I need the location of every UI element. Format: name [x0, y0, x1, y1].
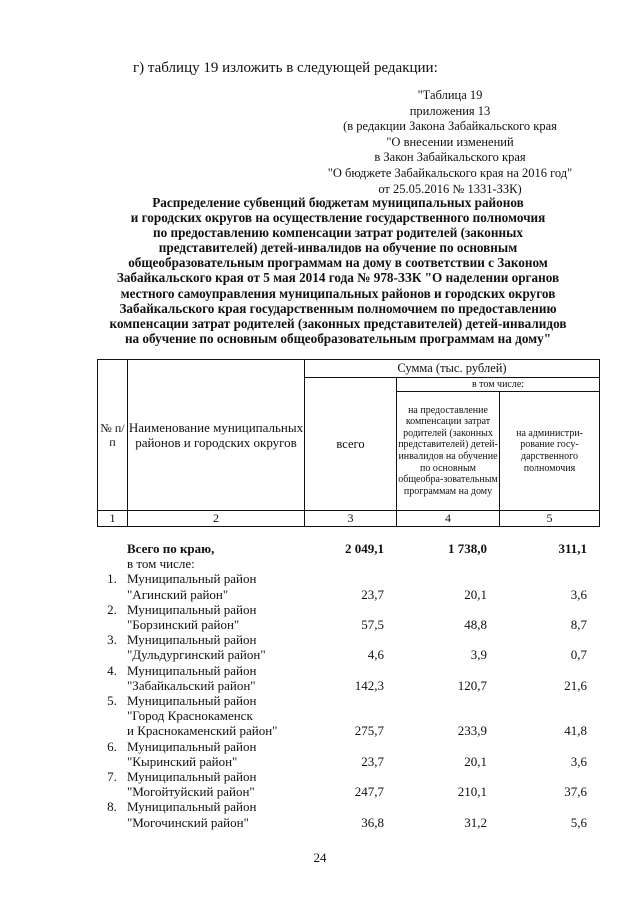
row-col5: 37,6 [564, 784, 587, 800]
title-line: представителей) детей-инвалидов на обучение по основным [158, 240, 518, 256]
header-name: Наименование муниципальных районов и городских округов [128, 360, 305, 511]
row-col5: 21,6 [564, 677, 587, 693]
row-number: 8. [107, 799, 117, 815]
row-col4: 3,9 [470, 647, 487, 663]
table-row [97, 632, 599, 662]
reference-line: в Закон Забайкальского края [374, 150, 526, 165]
header-index-2: 2 [128, 511, 305, 527]
table-row [97, 799, 599, 829]
row-name [127, 602, 304, 632]
row-name-line: Муниципальный район [127, 632, 257, 648]
row-name-line: "Борзинский район" [127, 617, 240, 633]
header-sum: Сумма (тыс. рублей) [305, 360, 600, 378]
row-name-line: "Город Краснокаменск [127, 708, 253, 724]
reference-line: "О бюджете Забайкальского края на 2016 год" [327, 165, 573, 180]
row-total: 23,7 [361, 753, 384, 769]
row-number: 7. [107, 769, 117, 785]
table-reference [300, 88, 600, 197]
row-total: 57,5 [361, 617, 384, 633]
row-name-line: Муниципальный район [127, 662, 257, 678]
row-name-line: "Агинский район" [127, 586, 229, 602]
row-name-line: "Могочинский район" [127, 814, 249, 830]
row-col4: 48,8 [464, 617, 487, 633]
total-label: Всего по краю, [127, 541, 215, 556]
row-number: 5. [107, 693, 117, 709]
row-name [127, 663, 304, 693]
row-total: 36,8 [361, 814, 384, 830]
row-col4: 20,1 [464, 753, 487, 769]
row-name [127, 632, 304, 662]
header-index-1: 1 [98, 511, 128, 527]
reference-line: (в редакции Закона Забайкальского края [343, 119, 557, 134]
row-total: 247,7 [354, 784, 384, 800]
header-col4: на предоставление компенсации затрат родителей (законных представителей) детей-инвалидов на обучение по основным общеобра-зовательным программам на дому [397, 392, 500, 511]
row-col4: 210,1 [457, 784, 487, 800]
table-row [97, 663, 599, 693]
total-col5: 311,1 [558, 541, 587, 556]
title-line: Забайкальского края государственным полномочием по предоставлению [119, 300, 557, 316]
row-total: 4,6 [367, 647, 384, 663]
title-line: местного самоуправления муниципальных районов и городских округов [120, 285, 556, 301]
header-index-5: 5 [500, 511, 600, 527]
row-name [127, 769, 304, 799]
row-number: 4. [107, 662, 117, 678]
row-col5: 5,6 [570, 814, 587, 830]
reference-line: "Таблица 19 [417, 88, 483, 102]
reference-line: от 25.05.2016 № 1331-ЗЗК) [378, 181, 522, 196]
row-col4: 120,7 [457, 677, 487, 693]
row-total: 142,3 [354, 677, 384, 693]
row-number: 6. [107, 738, 117, 754]
row-number: 1. [107, 571, 117, 587]
row-total: 23,7 [361, 586, 384, 602]
row-name-line: и Краснокаменский район" [127, 723, 278, 739]
row-col5: 8,7 [570, 617, 587, 633]
row-col5: 0,7 [570, 647, 587, 663]
row-col5: 41,8 [564, 723, 587, 739]
row-name-line: "Могойтуйский район" [127, 784, 255, 800]
data-table [97, 541, 599, 830]
row-col5: 3,6 [570, 753, 587, 769]
title-line: Распределение субвенций бюджетам муниципальных районов [152, 195, 524, 210]
table-row [97, 769, 599, 799]
title-line: на обучение по основным общеобразовательным программам на дому" [124, 330, 552, 346]
row-number: 3. [107, 632, 117, 648]
including-label: в том числе: [127, 556, 195, 572]
including-row [97, 556, 599, 571]
row-name-line: Муниципальный район [127, 738, 257, 754]
row-name [127, 571, 304, 601]
table-row [97, 602, 599, 632]
row-name-line: Муниципальный район [127, 769, 257, 785]
table-row [97, 571, 599, 601]
row-col4: 31,2 [464, 814, 487, 830]
row-col4: 233,9 [457, 723, 487, 739]
row-name-line: Муниципальный район [127, 693, 257, 709]
table-row [97, 739, 599, 769]
title-line: по предоставлению компенсации затрат родителей (законных [153, 225, 523, 241]
row-name [127, 693, 304, 739]
title-line: компенсации затрат родителей (законных представителей) детей-инвалидов [109, 315, 567, 331]
row-name [127, 739, 304, 769]
header-including: в том числе: [397, 378, 600, 392]
row-name [127, 799, 304, 829]
document-title [78, 195, 598, 346]
total-sum: 2 049,1 [345, 541, 384, 556]
title-line: и городских округов на осуществление государственного полномочия [130, 210, 546, 226]
header-index-3: 3 [305, 511, 397, 527]
intro-text: г) таблицу 19 изложить в следующей редакции: [133, 60, 438, 76]
row-name-line: Муниципальный район [127, 601, 257, 617]
header-number: № п/п [98, 360, 128, 511]
table-header [97, 359, 600, 527]
row-name-line: "Кыринский район" [127, 753, 238, 769]
total-row [97, 541, 599, 556]
header-col5: на администри-рование госу-дарственного полномочия [500, 392, 600, 511]
title-line: Забайкальского края от 5 мая 2014 года № 978-ЗЗК "О наделении органов [116, 270, 560, 286]
row-number: 2. [107, 601, 117, 617]
header-index-4: 4 [397, 511, 500, 527]
row-name-line: "Дульдургинский район" [127, 647, 266, 663]
row-col4: 20,1 [464, 586, 487, 602]
table-row [97, 693, 599, 739]
row-total: 275,7 [354, 723, 384, 739]
row-col5: 3,6 [570, 586, 587, 602]
page-number: 24 [313, 850, 327, 865]
title-line: общеобразовательным программам на дому в соответствии с Законом [128, 255, 548, 271]
row-name-line: Муниципальный район [127, 571, 257, 587]
total-col4: 1 738,0 [448, 541, 487, 556]
row-name-line: "Забайкальский район" [127, 677, 256, 693]
header-total: всего [305, 378, 397, 511]
reference-line: приложения 13 [409, 103, 491, 118]
reference-line: "О внесении изменений [386, 134, 514, 149]
row-name-line: Муниципальный район [127, 799, 257, 815]
